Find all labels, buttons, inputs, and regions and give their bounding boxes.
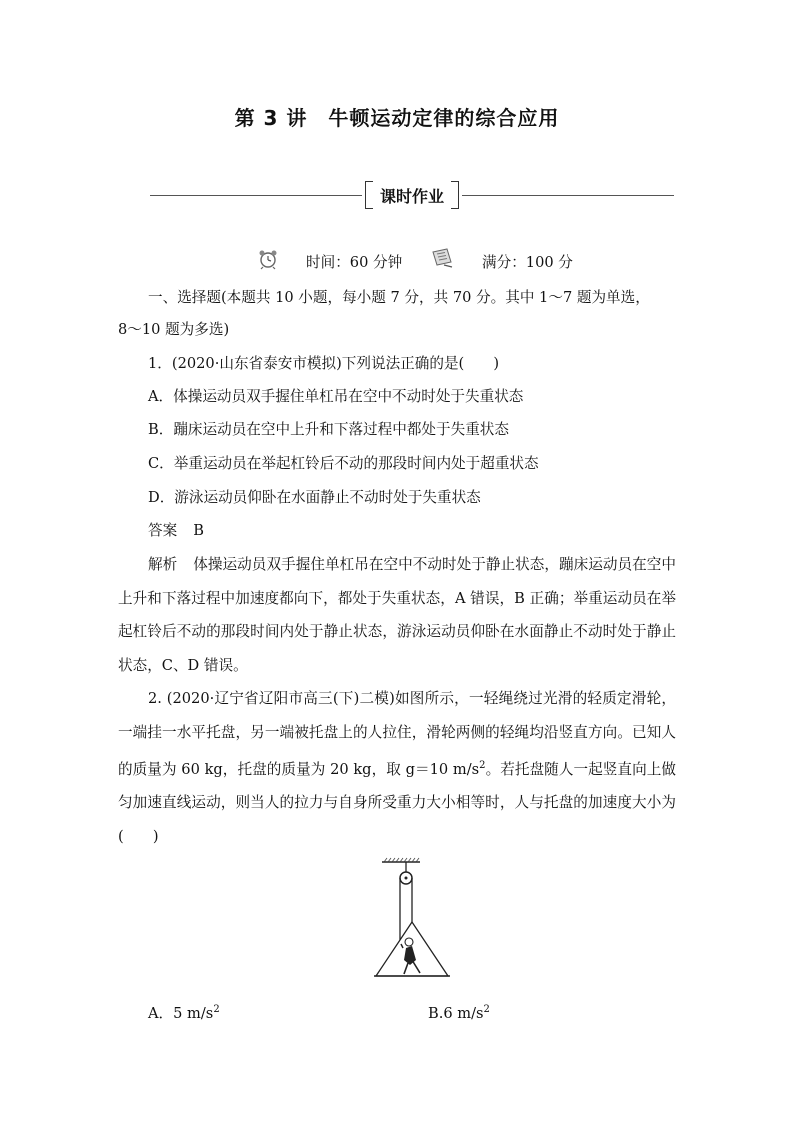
question-1-option-b: B．蹦床运动员在空中上升和下落过程中都处于失重状态 [148,421,509,438]
question-1-option-c: C．举重运动员在举起杠铃后不动的那段时间内处于超重状态 [148,455,539,472]
question-2-stem [118,682,676,853]
answer-label: 答案 [148,522,178,539]
section-heading-line-2: 8～10 题为多选) [118,321,230,338]
score-info: 满分：100 分 [482,254,573,271]
option-a-text: A．5 m/s [148,1004,214,1022]
analysis-label: 解析 [148,556,178,573]
time-info: 时间：60 分钟 [306,254,403,271]
question-1-option-a: A．体操运动员双手握住单杠吊在空中不动时处于失重状态 [148,388,524,405]
question-1-stem: 1．(2020·山东省泰安市模拟)下列说法正确的是( ) [148,355,500,372]
question-2-option-a [148,1000,220,1024]
answer-value: B [193,522,204,539]
section-heading-line-1: 一、选择题(本题共 10 小题，每小题 7 分，共 70 分。其中 1～7 题为单选， [148,289,650,306]
option-b-superscript: 2 [483,1004,490,1015]
question-2-option-b [428,1000,490,1024]
question-2-stem-superscript: 2 [479,760,486,771]
option-a-superscript: 2 [213,1004,220,1015]
banner-left-rule [150,195,362,196]
section-banner [365,181,459,209]
banner-right-rule [462,195,674,196]
question-1-answer [148,521,204,541]
question-1-option-d: D．游泳运动员仰卧在水面静止不动时处于失重状态 [148,489,481,506]
option-b-text: B.6 m/s [428,1004,484,1022]
question-2-stem-part-1: 2. (2020·辽宁省辽阳市高三(下)二模)如图所示，一轻绳绕过光滑的轻质定滑轮，一端挂一水平托盘，另一端被托盘上的人拉住，滑轮两侧的轻绳均沿竖直方向。已知人的质量为 60 kg，托盘的质量为 20 kg，取 g＝10 m/s [118,690,676,778]
banner-label: 课时作业 [379,187,444,206]
page-title: 第 3 讲 牛顿运动定律的综合应用 [234,106,560,130]
pulley-figure [368,856,454,984]
question-1-analysis [118,548,676,682]
exam-paper-icon [430,248,454,272]
alarm-clock-icon [257,248,279,274]
analysis-text: 体操运动员双手握住单杠吊在空中不动时处于静止状态，蹦床运动员在空中上升和下落过程中加速度都向下，都处于失重状态，A 错误，B 正确；举重运动员在举起杠铃后不动的那段时间内处于静止状态，游泳运动员仰卧在水面静止不动时处于静止状态，C、D 错误。 [118,556,676,674]
question-2-stem-part-2: 。若托盘随人一起竖直向上做匀加速直线运动，则当人的拉力与自身所受重力大小相等时，人与托盘的加速度大小为( ) [118,760,676,845]
